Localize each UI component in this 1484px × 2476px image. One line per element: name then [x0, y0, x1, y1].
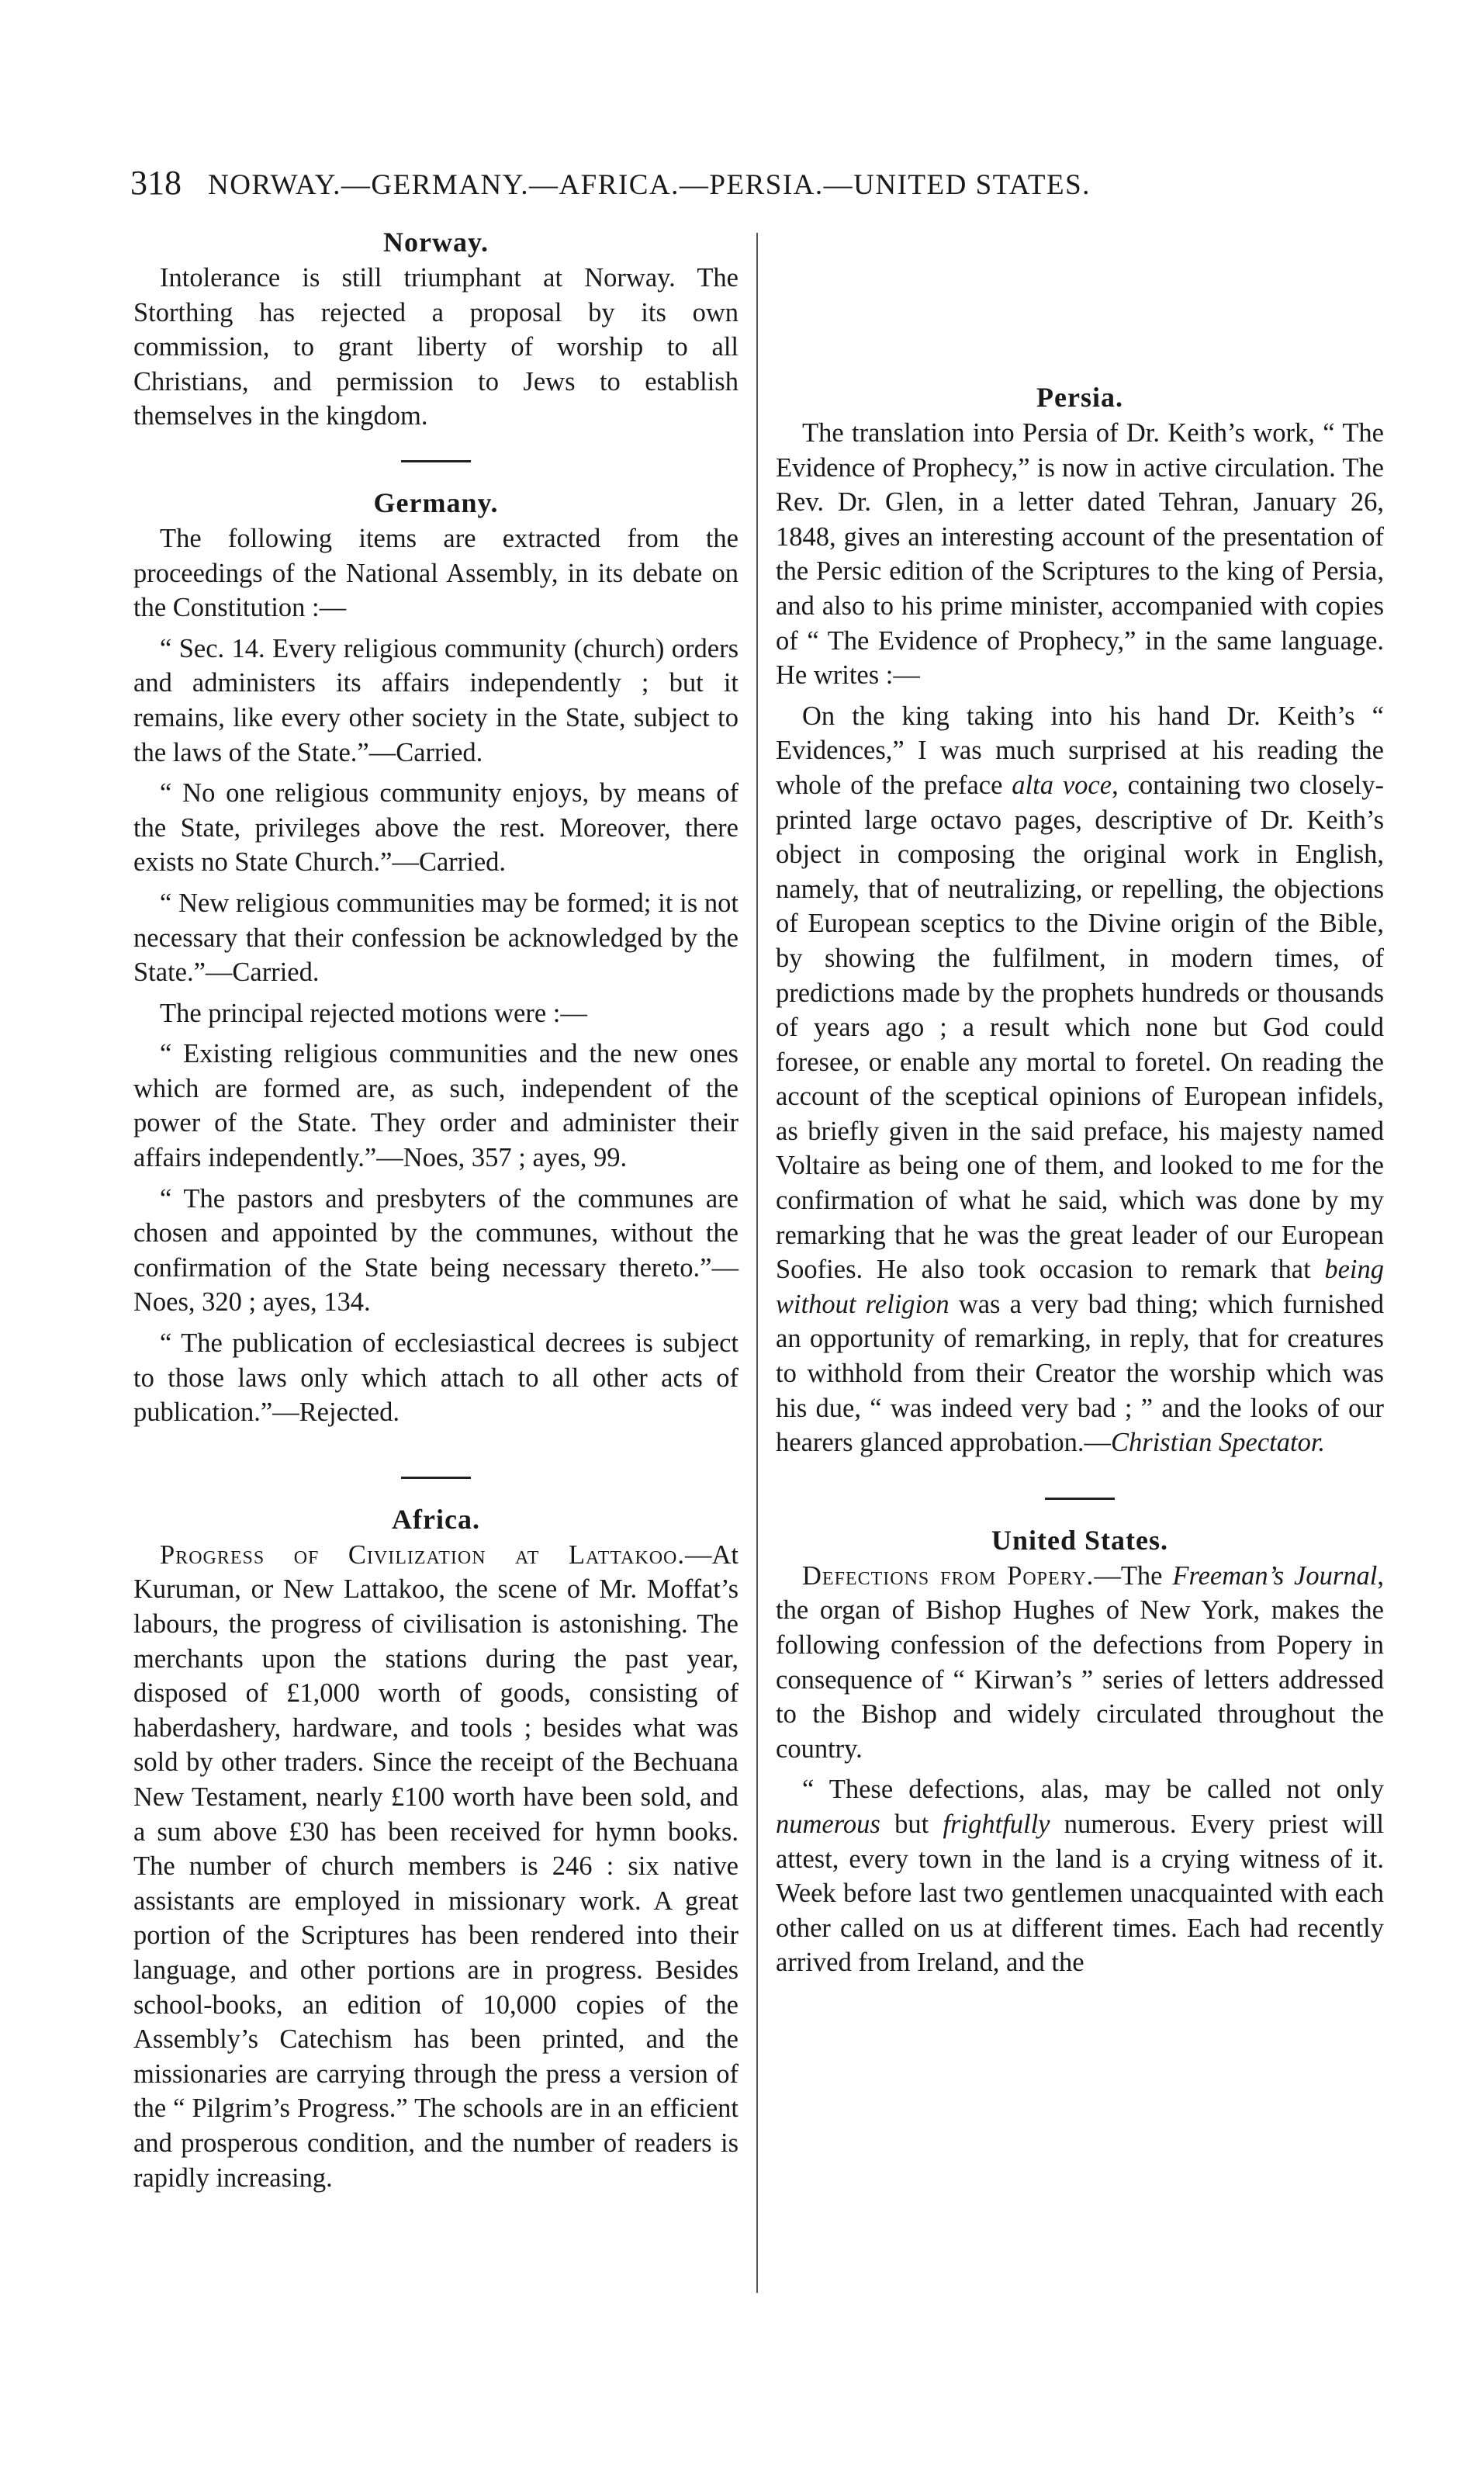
- paragraph: The translation into Persia of Dr. Keith’s work, “ The Evidence of Prophecy,” is now in active circulation. The Rev. Dr. Glen, in a letter dated Tehran, January 26, 1848, gives an interesting account of the presentation of the Persic edition of the Scriptures to the king of Persia, and also to his prime minister, accompanied with copies of “ The Evidence of Prophecy,” in the same language. He writes :—: [776, 418, 1384, 691]
- section-heading-norway: Norway.: [383, 227, 489, 258]
- paragraph: [776, 1559, 1384, 1767]
- paragraph: “ The publication of ecclesiastical decrees is subject to those laws only which attach to all other acts of publication.”—Rejected.: [133, 1328, 739, 1428]
- emphasis: Freeman’s Journal: [1172, 1560, 1378, 1591]
- lead-in: Progress of Civilization at Lattakoo.: [160, 1539, 685, 1570]
- section-divider: [1045, 1498, 1115, 1500]
- section-africa: [133, 1501, 739, 2195]
- right-column: [776, 223, 1384, 1986]
- column-divider: [756, 233, 758, 2293]
- paragraph-text: , the organ of Bishop Hughes of New York, makes the following confession of the defections from Popery in consequence of “ Kirwan’s ” series of letters addressed to the Bishop and widely circulated throughout the country.: [776, 1560, 1384, 1764]
- section-heading-africa: Africa.: [392, 1503, 480, 1535]
- emphasis: numerous: [776, 1809, 880, 1839]
- running-header: [130, 163, 1372, 203]
- paragraph: [133, 1538, 739, 2195]
- paragraph: “ New religious communities may be formed; it is not necessary that their confession be acknowledged by the State.”—Carried.: [133, 888, 739, 988]
- paragraph-text: “ These defections, alas, may be called not only: [802, 1775, 1384, 1805]
- paragraph-text: numerous. Every priest will attest, every town in the land is a crying witness of it. Week before last two gentlemen unacquainted with each other called on us at different times. Each had recently arrived from Ireland, and the: [776, 1809, 1384, 1978]
- paragraph: [776, 1772, 1384, 1980]
- emphasis: alta voce: [1012, 770, 1112, 800]
- emphasis: being without religion: [776, 1255, 1384, 1319]
- section-heading-united-states: United States.: [991, 1524, 1168, 1556]
- section-divider: [401, 460, 471, 462]
- paragraph-text: —At Kuruman, or New Lattakoo, the scene of Mr. Moffat’s labours, the progress of civilisation is astonishing. The merchants upon the stations during the past year, disposed of £1,000 worth of goods, consisting of haberdashery, hardware, and tools ; besides what was sold by other traders. Since the receipt of the Bechuana New Testament, nearly £100 worth have been sold, and a sum above £30 has been received for hymn books. The number of church members is 246 : six native assistants are employed in missionary work. A great portion of the Scriptures has been rendered into their language, and other portions are in progress. Besides school-books, an edition of 10,000 copies of the Assembly’s Catechism has been printed, and the missionaries are carrying through the press a version of the “ Pilgrim’s Progress.” The schools are in an efficient and prosperous condition, and the number of readers is rapidly increasing.: [133, 1539, 739, 2193]
- paragraph: “ The pastors and presbyters of the communes are chosen and appointed by the communes, without the confirmation of the State being necessary thereto.”—Noes, 320 ; ayes, 134.: [133, 1183, 739, 1318]
- running-title: NORWAY.—GERMANY.—AFRICA.—PERSIA.—UNITED STATES.: [208, 169, 1091, 201]
- paragraph: “ No one religious community enjoys, by means of the State, privileges above the rest. Moreover, there exists no State Church.”—Carried.: [133, 778, 739, 878]
- section-germany: [133, 484, 739, 1430]
- continuation-space: [776, 223, 1384, 379]
- section-persia: [776, 379, 1384, 1460]
- paragraph-text: but: [880, 1809, 943, 1839]
- paragraph-text: On the king taking into his hand Dr. Keith’s “ Evidences,” I was much surprised at his reading the whole of the preface: [776, 701, 1384, 800]
- paragraph: “ Existing religious communities and the new ones which are formed are, as such, independent of the power of the State. They order and administer their affairs independently.”—Noes, 357 ; ayes, 99.: [133, 1039, 739, 1173]
- paragraph: The principal rejected motions were :—: [160, 998, 587, 1028]
- emphasis: frightfully: [943, 1809, 1050, 1839]
- paragraph-text: —The: [1094, 1560, 1173, 1591]
- source-citation: Christian Spectator.: [1111, 1428, 1326, 1458]
- section-divider: [401, 1477, 471, 1479]
- paragraph: Intolerance is still triumphant at Norway. The Storthing has rejected a proposal by its own commission, to grant liberty of worship to all Christians, and permission to Jews to establish themselves in the kingdom.: [133, 263, 739, 431]
- left-column: [133, 223, 739, 2201]
- paragraph-text: was a very bad thing; which furnished an opportunity of remarking, in reply, that for creatures to withhold from their Creator the worship which was his due, “ was indeed very bad ; ” and the looks of our hearers glanced approbation.—: [776, 1289, 1385, 1458]
- section-heading-germany: Germany.: [373, 487, 499, 518]
- section-united-states: [776, 1522, 1384, 1980]
- section-norway: [133, 223, 739, 434]
- paragraph: The following items are extracted from the proceedings of the National Assembly, in its debate on the Constitution :—: [133, 523, 739, 623]
- section-heading-persia: Persia.: [1036, 382, 1123, 413]
- page-number: 318: [130, 164, 182, 202]
- paragraph: [776, 699, 1384, 1460]
- paragraph: “ Sec. 14. Every religious community (church) orders and administers its affairs independently ; but it remains, like every other society in the State, subject to the laws of the State.”—Carried.: [133, 633, 739, 767]
- paragraph-text: , containing two closely-printed large octavo pages, descriptive of Dr. Keith’s object in composing the original work in English, namely, that of neutralizing, or repelling, the objections of European sceptics to the Divine origin of the Bible, by showing the fulfilment, in modern times, of predictions made by the prophets hundreds or thousands of years ago ; a result which none but God could foresee, or enable any mortal to foretel. On reading the account of the sceptical opinions of European infidels, as briefly given in the said preface, his majesty named Voltaire as being one of them, and looked to me for the confirmation of what he said, which was done by my remarking that he was the great leader of our European Soofies. He also took occasion to remark that: [776, 770, 1384, 1285]
- lead-in: Defections from Popery.: [802, 1560, 1095, 1591]
